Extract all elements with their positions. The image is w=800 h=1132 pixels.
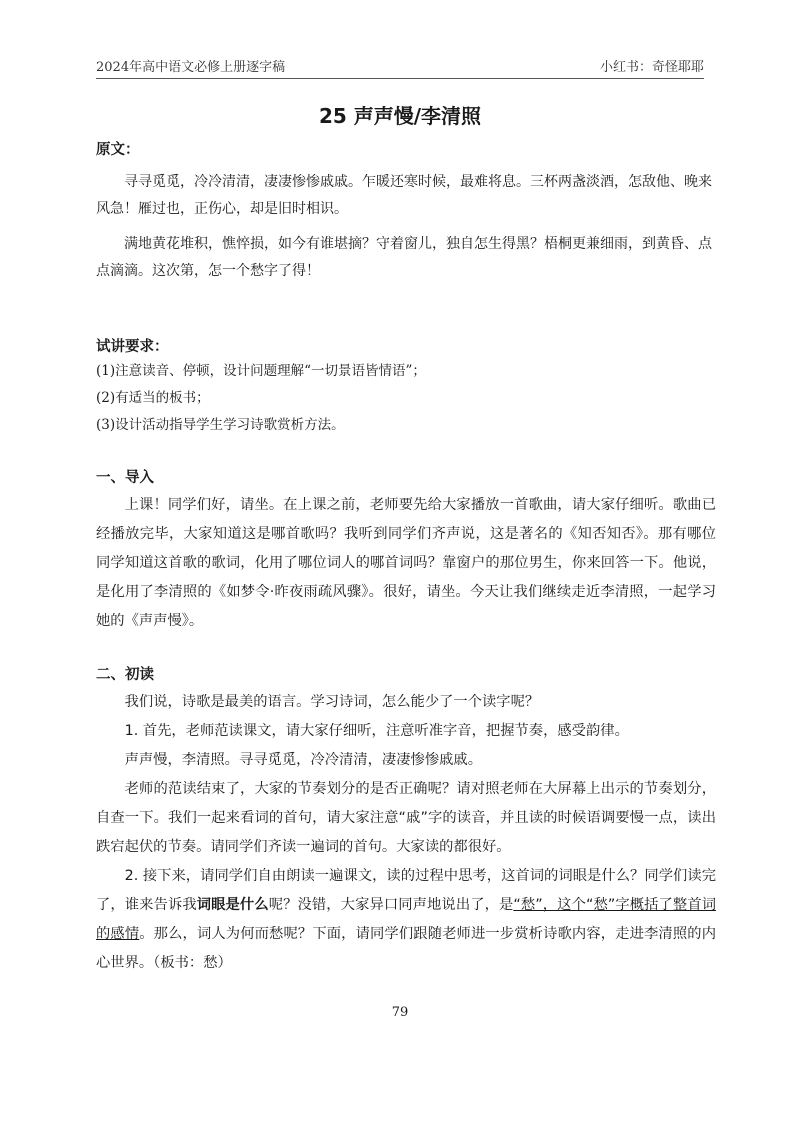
section-heading-intro: 一、导入: [96, 470, 154, 486]
underlined-text: “愁”，这个“愁”字概括了整首词的感情: [96, 897, 717, 942]
section-heading-first-reading: 二、初读: [96, 667, 154, 683]
body-paragraph: 我们说，诗歌是最美的语言。学习诗词，怎么能少了一个读字呢？: [124, 694, 540, 710]
poem-paragraph: 满地黄花堆积，憔悴损，如今有谁堪摘？守着窗儿，独自怎生得黑？梧桐更兼细雨，到黄昏、点点滴滴。这次第，怎一个愁字了得！: [96, 236, 712, 279]
main-content: [96, 138, 716, 978]
poem-paragraph: 寻寻觅觅，冷冷清清，凄凄惨惨戚戚。乍暖还寒时候，最难将息。三杯两盏淡酒，怎敌他、晚来风急！雁过也，正伤心，却是旧时相识。: [96, 174, 712, 217]
header-book-title: 2024年高中语文必修上册逐字稿: [96, 60, 286, 75]
first-reading-body: [96, 688, 716, 978]
bold-text: 词眼是什么: [196, 897, 269, 913]
lesson-title: 25 声声慢/李清照: [318, 104, 482, 128]
body-paragraph: 1. 首先，老师范读课文，请大家仔细听，注意听准字音，把握节奏，感受韵律。: [124, 723, 629, 739]
poem-text: [96, 169, 716, 285]
requirement-item: (3)设计活动指导学生学习诗歌赏析方法。: [96, 417, 345, 433]
original-label: 原文：: [96, 142, 140, 158]
requirement-item: (1)注意读音、停顿，设计问题理解“一切景语皆情语”；: [96, 363, 426, 379]
text-run: 2. 接下来，请同学们自由朗读一遍课文，读的过程中思考，这首词的词眼是什么？同学们读完了，谁来告诉我: [96, 868, 716, 913]
page-number: 79: [391, 1005, 409, 1020]
page-header: [96, 56, 704, 79]
recited-lines: 声声慢，李清照。寻寻觅觅，冷冷清清，凄凄惨惨戚戚。: [124, 752, 483, 768]
header-author-credit: 小红书：奇怪耶耶: [599, 60, 704, 75]
intro-paragraph: 上课！同学们好，请坐。在上课之前，老师要先给大家播放一首歌曲，请大家仔细听。歌曲已经播放完毕，大家知道这是哪首歌吗？我听到同学们齐声说，这是著名的《知否知否》。那有哪位同学知道这首歌的歌词，化用了哪位词人的哪首词吗？靠窗户的那位男生，你来回答一下。他说，是化用了李清照的《如梦令·昨夜雨疏风骤》。很好，请坐。今天让我们继续走近李清照，一起学习她的《声声慢》。: [96, 497, 716, 629]
body-paragraph: 老师的范读结束了，大家的节奏划分的是否正确呢？请对照老师在大屏幕上出示的节奏划分，自查一下。我们一起来看词的首句，请大家注意“戚”字的读音，并且读的时候语调要慢一点，读出跌宕起伏的节奏。请同学们齐读一遍词的首句。大家读的都很好。: [96, 781, 716, 855]
text-run: 呢？没错，大家异口同声地说出了，是: [268, 897, 514, 913]
body-paragraph: [96, 862, 716, 978]
requirement-item: (2)有适当的板书；: [96, 390, 210, 406]
requirements-list: [96, 358, 716, 439]
intro-body: [96, 491, 716, 636]
requirements-label: 试讲要求：: [96, 339, 169, 355]
text-run: 。那么，词人为何而愁呢？下面，请同学们跟随老师进一步赏析诗歌内容，走进李清照的内心世界。（板书：愁）: [96, 926, 716, 971]
